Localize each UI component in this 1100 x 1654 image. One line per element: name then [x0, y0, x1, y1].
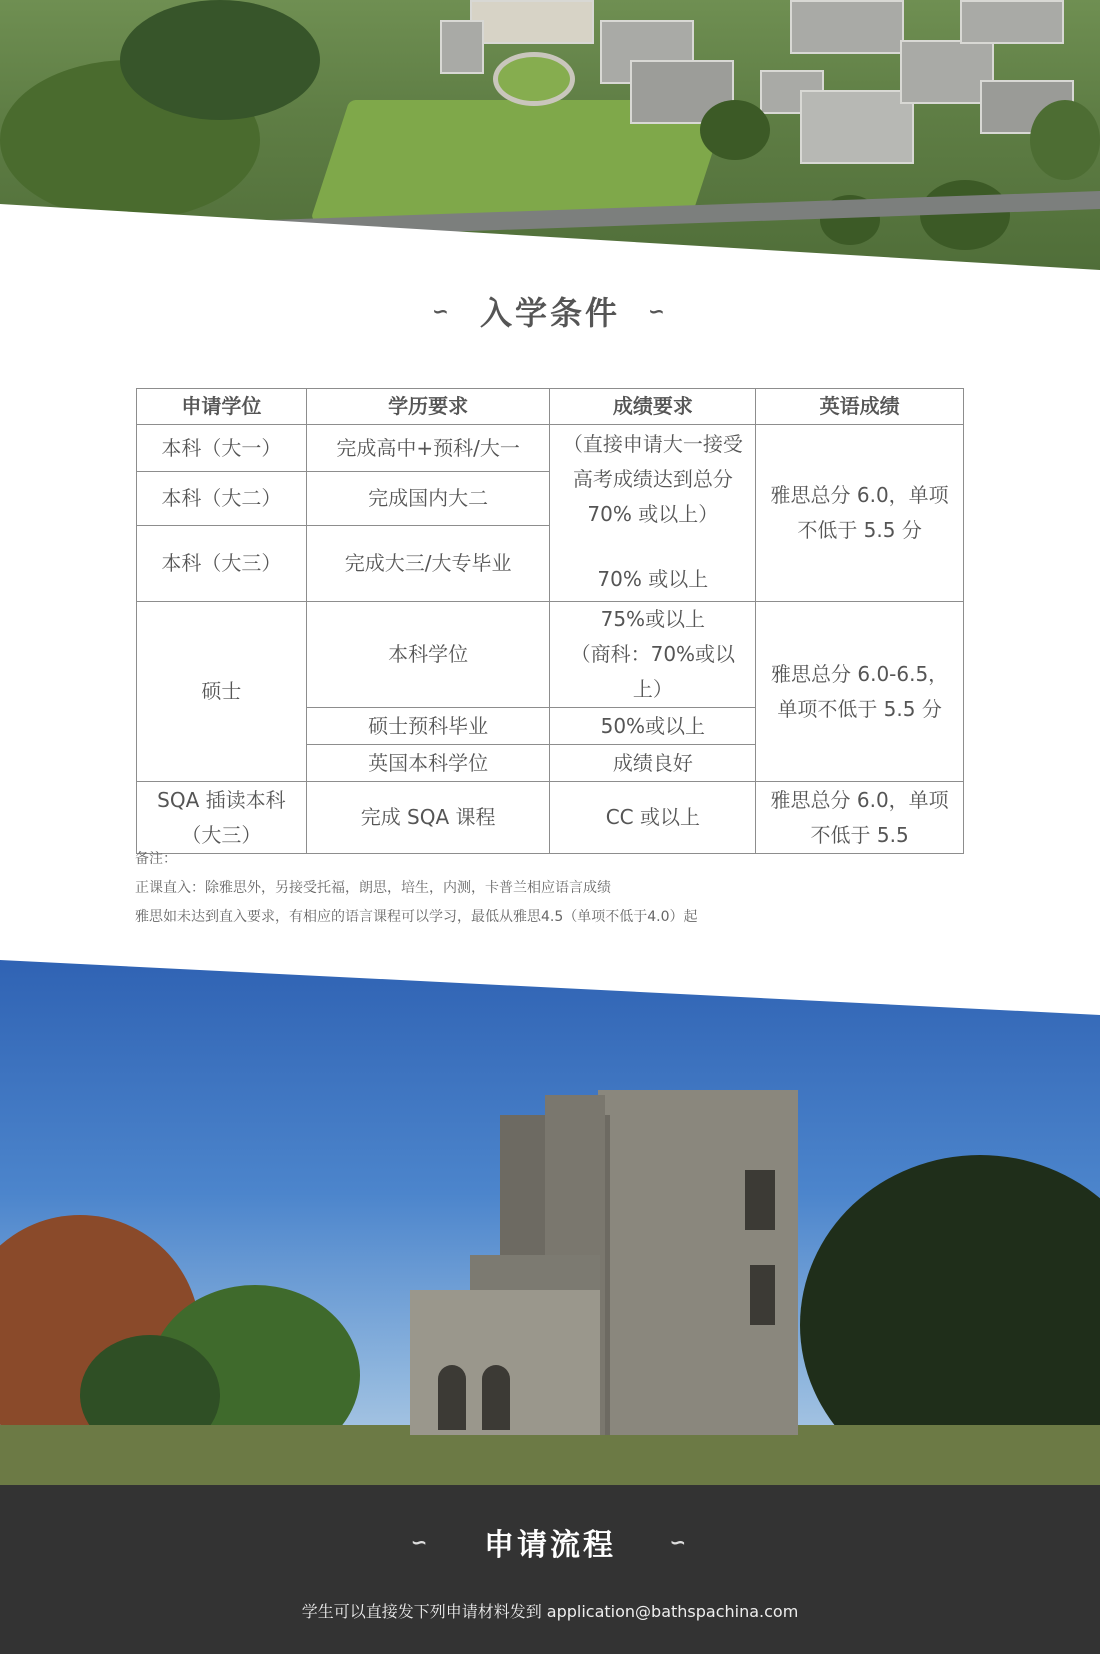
- education-cell: 完成大三/大专毕业: [306, 526, 550, 602]
- undergrad-score-value: 70% 或以上: [597, 567, 709, 591]
- score-line: （商科：70%或以上）: [570, 642, 736, 701]
- master-english-cell: 雅思总分 6.0-6.5，单项不低于 5.5 分: [756, 602, 964, 782]
- score-cell: CC 或以上: [550, 782, 756, 854]
- right-flourish-icon: ∽: [648, 299, 668, 323]
- score-line: 75%或以上: [600, 607, 706, 631]
- score-cell: 成绩良好: [550, 745, 756, 782]
- education-cell: 硕士预科毕业: [306, 708, 550, 745]
- header-english: 英语成绩: [756, 389, 964, 425]
- left-flourish-icon: ∽: [410, 1530, 431, 1554]
- sqa-degree-line: （大三）: [181, 822, 262, 847]
- notes: [135, 845, 698, 932]
- education-cell: 完成国内大二: [306, 472, 550, 526]
- master-degree-cell: 硕士: [137, 602, 307, 782]
- application-process-title: [0, 1520, 1100, 1564]
- sqa-degree-cell: [137, 782, 307, 854]
- education-cell: 本科学位: [306, 602, 550, 708]
- header-score: 成绩要求: [550, 389, 756, 425]
- notes-line: 正课直入：除雅思外，另接受托福，朗思，培生，内测，卡普兰相应语言成绩: [135, 880, 611, 896]
- notes-line: 雅思如未达到直入要求，有相应的语言课程可以学习，最低从雅思4.5（单项不低于4.0）起: [135, 909, 698, 925]
- table-header-row: [137, 389, 964, 425]
- campus-aerial-photo: [0, 0, 1100, 280]
- apply-title-text: 申请流程: [484, 1528, 616, 1563]
- left-flourish-icon: ∽: [432, 299, 452, 323]
- english-cell: 雅思总分 6.0，单项不低于 5.5: [756, 782, 964, 854]
- header-degree: 申请学位: [137, 389, 307, 425]
- application-email-text: 学生可以直接发下列申请材料发到 application@bathspachina.com: [301, 1602, 799, 1621]
- degree-cell: 本科（大一）: [137, 425, 307, 472]
- table-row: [137, 425, 964, 472]
- score-cell: 50%或以上: [550, 708, 756, 745]
- admission-requirements-title: [0, 288, 1100, 334]
- notes-title: 备注：: [135, 851, 177, 867]
- degree-cell: 本科（大二）: [137, 472, 307, 526]
- application-footer: [0, 1485, 1100, 1654]
- table-row: [137, 602, 964, 708]
- sqa-degree-line: SQA 插读本科: [157, 787, 286, 812]
- undergrad-score-cell: [550, 425, 756, 602]
- requirements-table: [136, 388, 964, 854]
- score-cell: [550, 602, 756, 708]
- right-flourish-icon: ∽: [669, 1530, 690, 1554]
- header-education: 学历要求: [306, 389, 550, 425]
- education-cell: 完成高中+预科/大一: [306, 425, 550, 472]
- castle-photo: [0, 955, 1100, 1485]
- table-row: [137, 782, 964, 854]
- education-cell: 英国本科学位: [306, 745, 550, 782]
- education-cell: 完成 SQA 课程: [306, 782, 550, 854]
- degree-cell: 本科（大三）: [137, 526, 307, 602]
- undergrad-english-cell: 雅思总分 6.0，单项不低于 5.5 分: [756, 425, 964, 602]
- undergrad-score-note: （直接申请大一接受高考成绩达到总分 70% 或以上）: [562, 432, 743, 526]
- section-title-text: 入学条件: [479, 294, 620, 332]
